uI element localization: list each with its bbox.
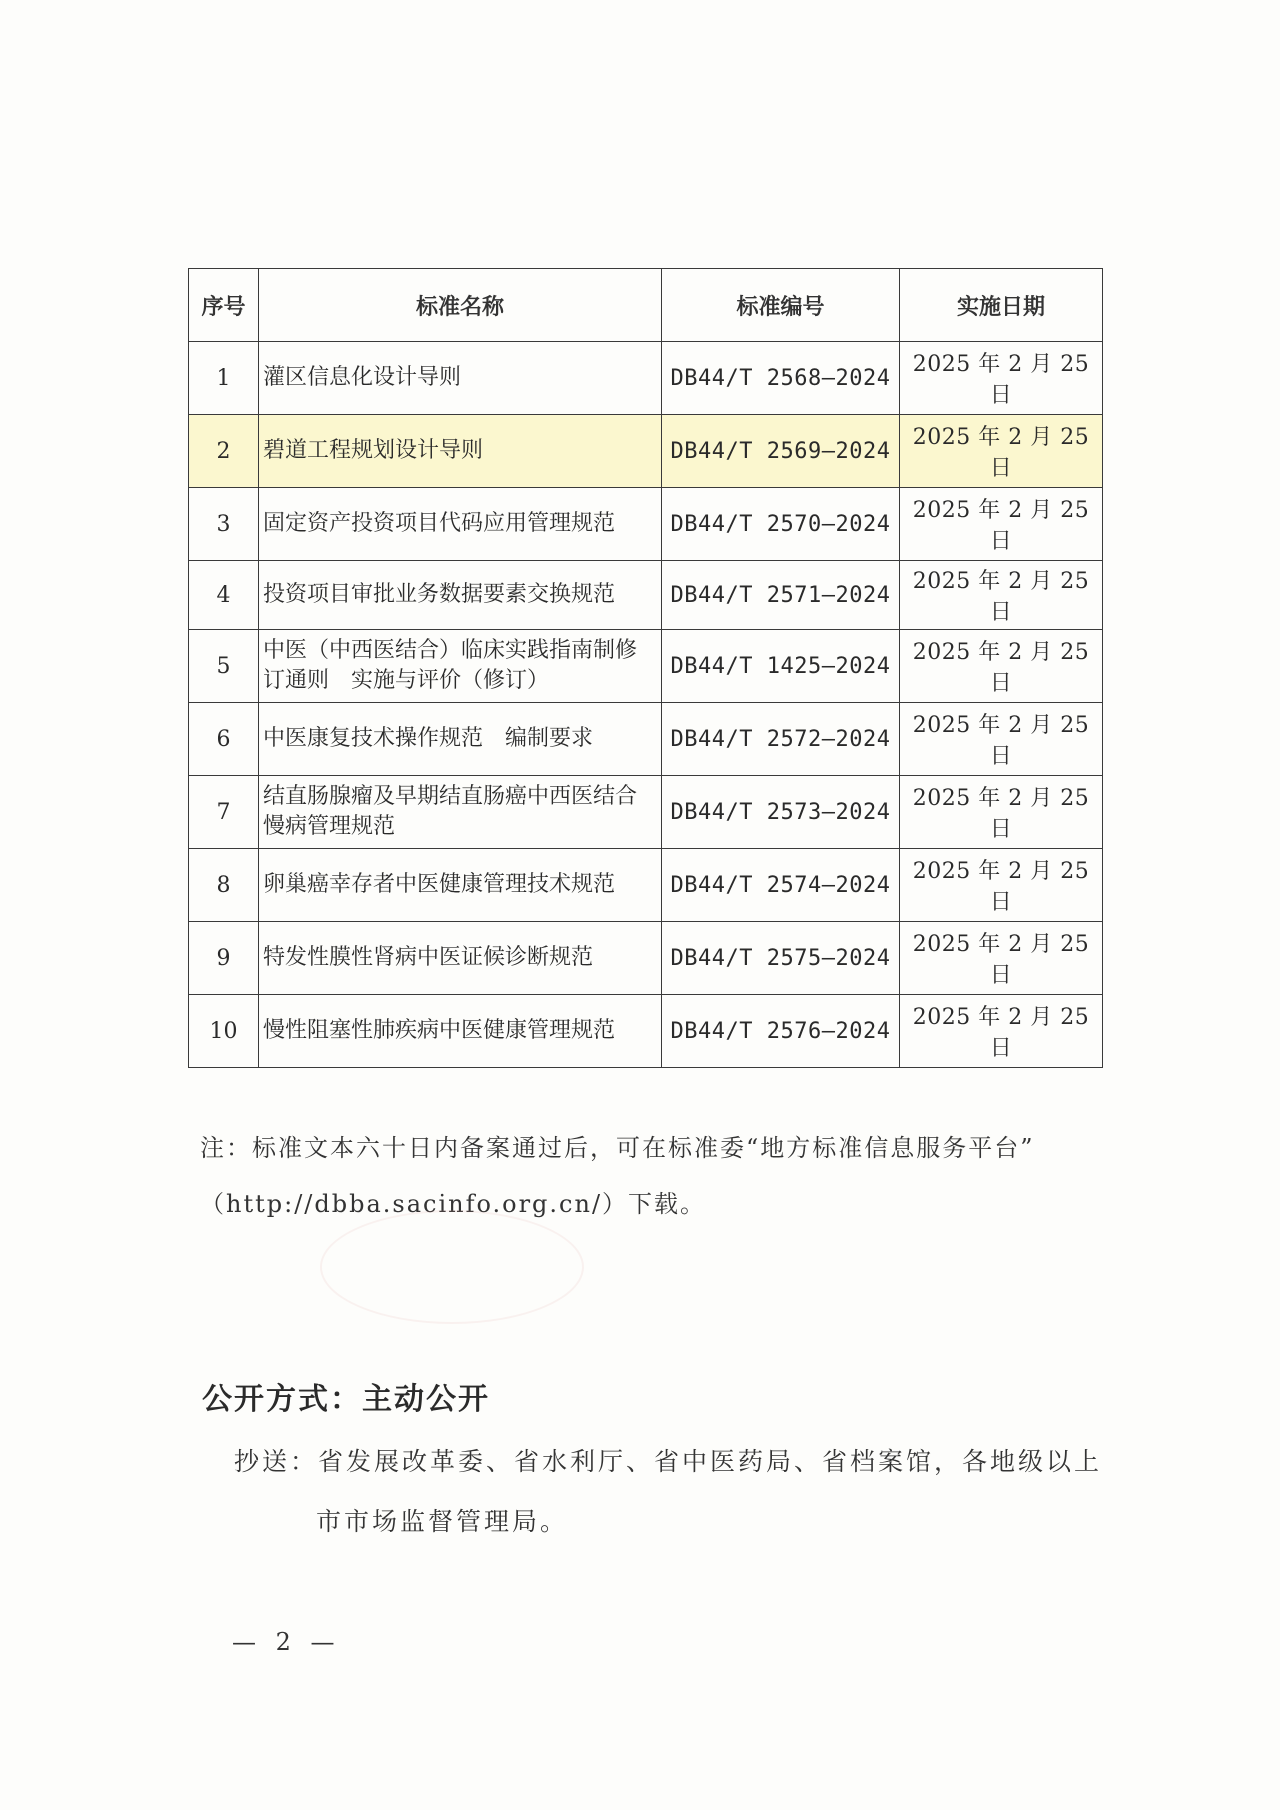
row-index: 6 [189,703,259,776]
row-code: DB44/T 2574—2024 [662,849,900,922]
row-date: 2025 年 2 月 25 日 [900,488,1103,561]
table-row [189,776,1103,849]
row-index: 5 [189,630,259,703]
table-row [189,488,1103,561]
row-code: DB44/T 2571—2024 [662,561,900,630]
row-index: 3 [189,488,259,561]
row-name: 中医康复技术操作规范 编制要求 [259,703,662,776]
table-row-highlighted [189,415,1103,488]
table-row [189,630,1103,703]
row-code: DB44/T 2575—2024 [662,922,900,995]
row-index: 7 [189,776,259,849]
row-date: 2025 年 2 月 25 日 [900,776,1103,849]
row-index: 8 [189,849,259,922]
table-row [189,995,1103,1068]
row-date: 2025 年 2 月 25 日 [900,703,1103,776]
cc-line-2: 市市场监督管理局。 [316,1507,569,1536]
row-date: 2025 年 2 月 25 日 [900,849,1103,922]
row-name: 投资项目审批业务数据要素交换规范 [259,561,662,630]
table-row [189,342,1103,415]
row-date: 2025 年 2 月 25 日 [900,415,1103,488]
row-name: 慢性阻塞性肺疾病中医健康管理规范 [259,995,662,1068]
row-code: DB44/T 2572—2024 [662,703,900,776]
table-row [189,703,1103,776]
row-name: 灌区信息化设计导则 [259,342,662,415]
row-code: DB44/T 2569—2024 [662,415,900,488]
faint-seal-mark [320,1210,584,1324]
row-date: 2025 年 2 月 25 日 [900,922,1103,995]
note-line-2: （http://dbba.sacinfo.org.cn/）下载。 [200,1190,707,1218]
table-header-row [189,269,1103,342]
header-date: 实施日期 [900,269,1103,342]
header-index: 序号 [189,269,259,342]
row-code: DB44/T 2570—2024 [662,488,900,561]
row-date: 2025 年 2 月 25 日 [900,561,1103,630]
row-name: 固定资产投资项目代码应用管理规范 [259,488,662,561]
header-code: 标准编号 [662,269,900,342]
row-name: 碧道工程规划设计导则 [259,415,662,488]
cc-line-1: 抄送：省发展改革委、省水利厅、省中医药局、省档案馆，各地级以上 [234,1447,1103,1476]
row-date: 2025 年 2 月 25 日 [900,630,1103,703]
row-date: 2025 年 2 月 25 日 [900,342,1103,415]
row-code: DB44/T 2576—2024 [662,995,900,1068]
row-index: 1 [189,342,259,415]
row-code: DB44/T 2568—2024 [662,342,900,415]
note-line-1: 注：标准文本六十日内备案通过后，可在标准委“地方标准信息服务平台” [200,1134,1035,1162]
row-index: 9 [189,922,259,995]
row-code: DB44/T 2573—2024 [662,776,900,849]
row-index: 10 [189,995,259,1068]
public-mode-heading: 公开方式：主动公开 [202,1382,490,1417]
row-index: 2 [189,415,259,488]
row-name: 卵巢癌幸存者中医健康管理技术规范 [259,849,662,922]
row-name: 特发性膜性肾病中医证候诊断规范 [259,922,662,995]
header-name: 标准名称 [259,269,662,342]
row-date: 2025 年 2 月 25 日 [900,995,1103,1068]
page-number: — 2 — [232,1628,341,1656]
row-name: 中医（中西医结合）临床实践指南制修订通则 实施与评价（修订） [259,630,662,703]
cc-recipients [234,1432,1114,1552]
row-code: DB44/T 1425—2024 [662,630,900,703]
standards-table [188,268,1103,1068]
row-index: 4 [189,561,259,630]
table-note [200,1120,1100,1232]
table-row [189,922,1103,995]
row-name: 结直肠腺瘤及早期结直肠癌中西医结合慢病管理规范 [259,776,662,849]
table-row [189,849,1103,922]
table-row [189,561,1103,630]
